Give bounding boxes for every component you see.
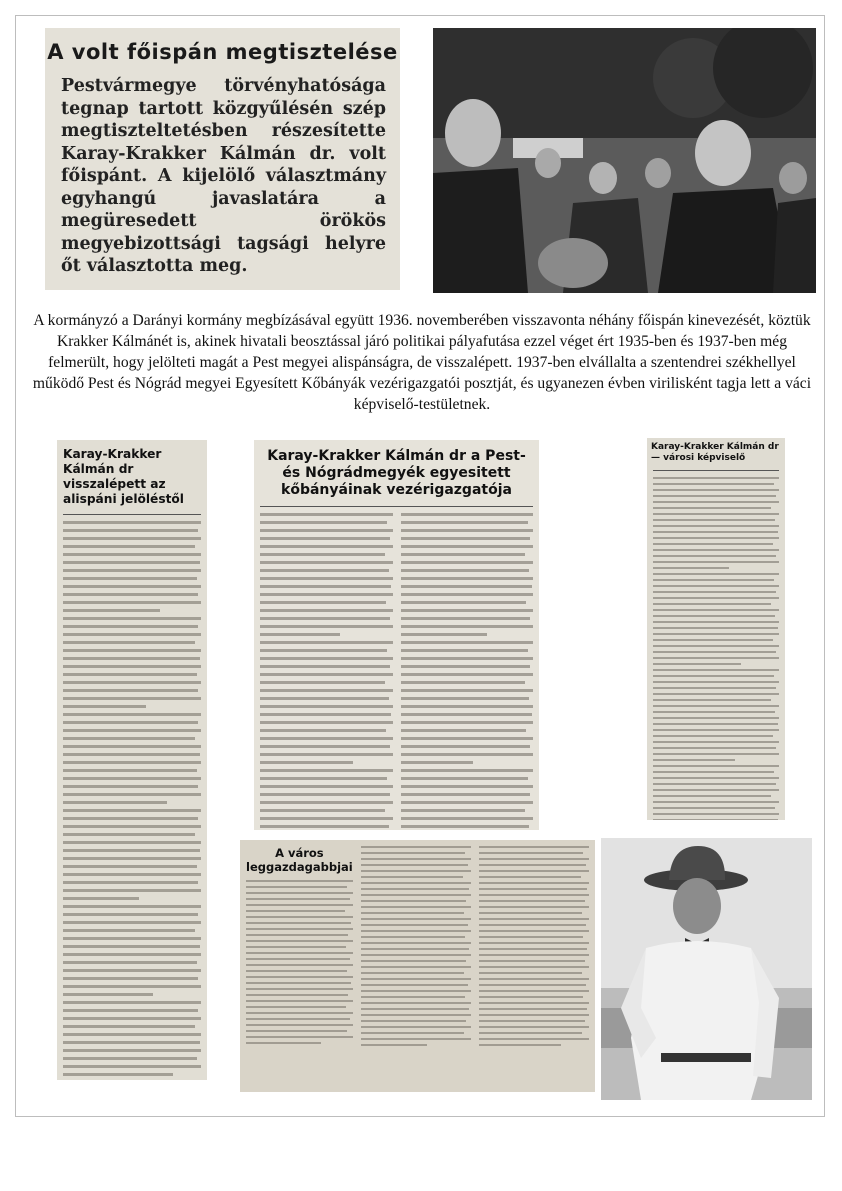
photo-ceremony-image — [433, 28, 816, 293]
clipping-headline: Karay-Krakker Kálmán dr — városi képviselő — [651, 442, 779, 463]
photo-portrait — [601, 838, 812, 1100]
clipping-headline: A város leggazdagabbjai — [246, 846, 353, 874]
clipping-headline: Karay-Krakker Kálmán dr a Pest- és Nógrádmegyék egyesitett kőbányáinak vezérigazgatója — [267, 448, 526, 498]
newspaper-clipping-wealthy — [240, 840, 595, 1092]
clipping-text-block — [647, 477, 785, 820]
divider — [260, 506, 533, 507]
clipping-headline: A volt főispán megtisztelése — [47, 40, 398, 64]
photo-portrait-image — [601, 838, 812, 1100]
newspaper-clipping-council — [647, 438, 785, 820]
clipping-text-block — [57, 521, 207, 1076]
clipping-headline: Karay-Krakker Kálmán dr visszalépett az alispáni jelöléstől — [63, 447, 184, 506]
newspaper-clipping-honor — [45, 28, 400, 290]
caption-text: A kormányzó a Darányi kormány megbízásával együtt 1936. novemberében visszavonta néhány főispán kinevezését, köztük Krakker Kálmánét is, akinek hivatali beosztással járó politikai pályafutása ezzel véget ért 1935-ben és 1937-ben még felmerült, hogy jelölteti magát a Pest megyei alispánságra, de visszalépett. 1937-ben elvállalta a szentendrei székhellyel működő Pest és Nógrád megyei Egyesített Kőbányák vezérigazgatói posztját, és ugyanezen évben virilisként tagja lett a váci képviselő-testületnek. — [32, 312, 812, 413]
newspaper-clipping-withdrawal — [57, 440, 207, 1080]
divider — [63, 514, 201, 515]
newspaper-clipping-director — [254, 440, 539, 830]
divider — [653, 470, 779, 471]
photo-ceremony — [433, 28, 816, 293]
clipping-text-block — [254, 513, 539, 830]
clipping-text-block — [240, 840, 595, 1050]
clipping-body: Pestvármegye törvényhatósága tegnap tartott közgyűlésén szép megtiszteltetésben részesítette Karay-Krakker Kálmán dr. volt főispánt. A kijelölő választmány egyhangú javaslatára a megüresedett örökös megyebizottsági tagsági helyre őt választotta meg. — [61, 76, 386, 276]
